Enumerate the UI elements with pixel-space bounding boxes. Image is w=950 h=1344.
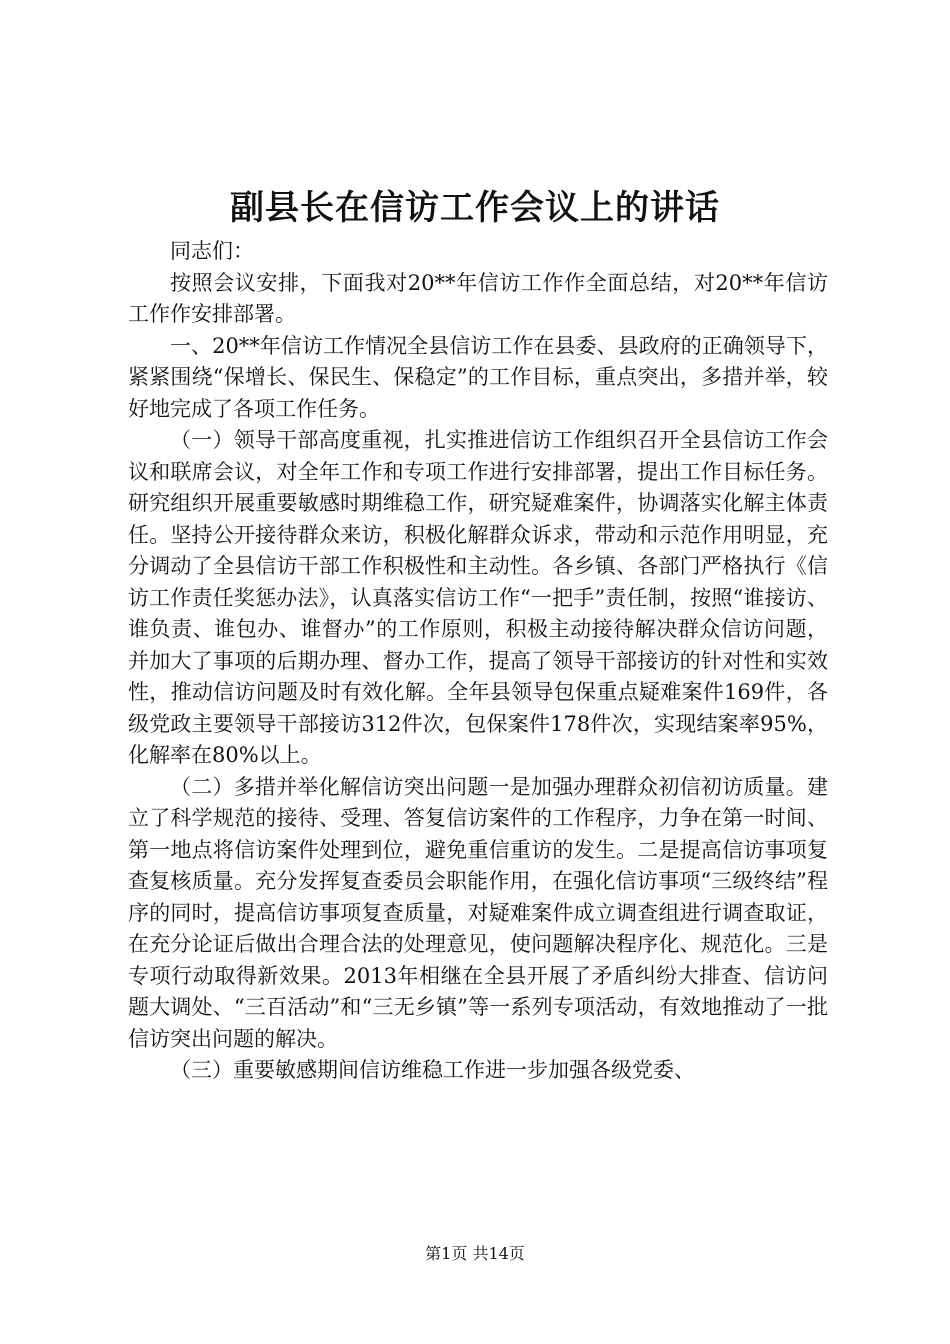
paragraph-subsection-three: （三）重要敏感期间信访维稳工作进一步加强各级党委、 — [170, 1058, 695, 1082]
document-body — [128, 236, 828, 1087]
paragraph-intro: 按照会议安排，下面我对20**年信访工作作全面总结，对20**年信访工作作安排部署。 — [128, 270, 828, 326]
page-number-footer: 第1页 共14页 — [425, 1244, 525, 1263]
paragraph-section-one: 一、20**年信访工作情况全县信访工作在县委、县政府的正确领导下，紧紧围绕“保增长、保民生、保稳定”的工作目标，重点突出，多措并举，较好地完成了各项工作任务。 — [128, 333, 828, 421]
document-title: 副县长在信访工作会议上的讲话 — [230, 188, 720, 228]
paragraph-subsection-two: （二）多措并举化解信访突出问题一是加强办理群众初信初访质量。建立了科学规范的接待、受理、答复信访案件的工作程序，力争在第一时间、第一地点将信访案件处理到位，避免重信重访的发生。二是提高信访事项复查复核质量。充分发挥复查委员会职能作用，在强化信访事项“三级终结”程序的同时，提高信访事项复查质量，对疑难案件成立调查组进行调查取证，在充分论证后做出合理合法的处理意见，使问题解决程序化、规范化。三是专项行动取得新效果。2013年相继在全县开展了矛盾纠纷大排查、信访问题大调处、“三百活动”和“三无乡镇”等一系列专项活动，有效地推动了一批信访突出问题的解决。 — [128, 774, 828, 1051]
paragraph-subsection-one: （一）领导干部高度重视，扎实推进信访工作组织召开全县信访工作会议和联席会议，对全年工作和专项工作进行安排部署，提出工作目标任务。研究组织开展重要敏感时期维稳工作，研究疑难案件，协调落实化解主体责任。坚持公开接待群众来访，积极化解群众诉求，带动和示范作用明显，充分调动了全县信访干部工作积极性和主动性。各乡镇、各部门严格执行《信访工作责任奖惩办法》，认真落实信访工作“一把手”责任制，按照“谁接访、谁负责、谁包办、谁督办”的工作原则，积极主动接待解决群众信访问题，并加大了事项的后期办理、督办工作，提高了领导干部接访的针对性和实效性，推动信访问题及时有效化解。全年县领导包保重点疑难案件169件，各级党政主要领导干部接访312件次，包保案件178件次，实现结案率95%，化解率在80%以上。 — [128, 428, 828, 767]
paragraph-greeting: 同志们： — [170, 239, 254, 263]
